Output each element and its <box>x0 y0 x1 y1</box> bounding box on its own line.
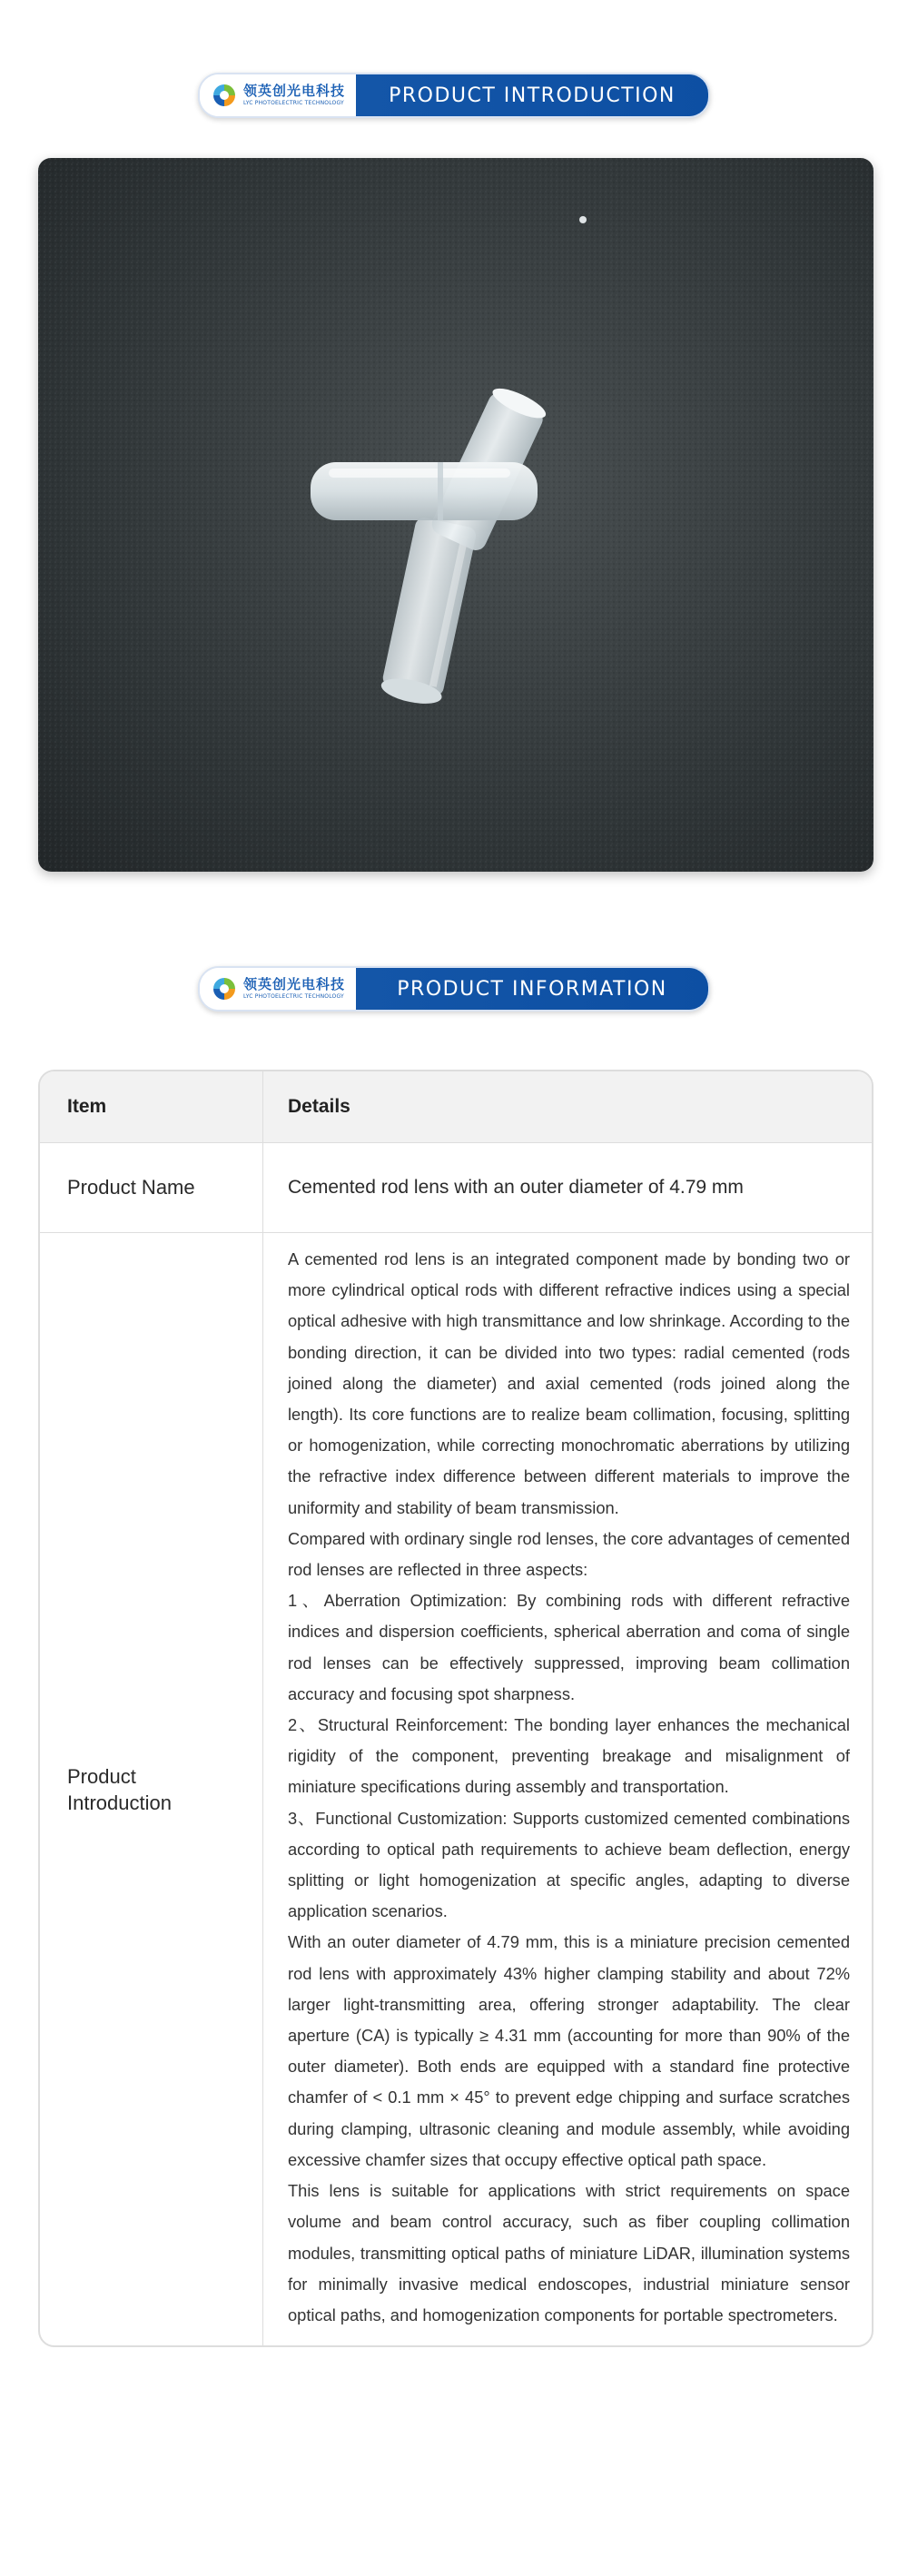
intro-paragraph: Compared with ordinary single rod lenses, the core advantages of cemented rod lenses are reflected in three aspects: <box>288 1528 850 1580</box>
company-logo-icon <box>211 975 238 1002</box>
intro-paragraph: A cemented rod lens is an integrated component made by bonding two or more cylindrical optical rods with different refractive indices using a special optical adhesive with high transmittance and low shrinkage. According to the bonding direction, it can be divided into two types: radial cemented (rods joined along the diameter) and axial cemented (rods joined along the length). Its core functions are to realize beam collimation, focusing, splitting or homogenization, while correcting monochromatic aberrations by utilizing the refractive index difference between different materials to improve the uniformity and stability of beam transmission. <box>288 1249 850 1517</box>
table-header-row <box>40 1071 872 1143</box>
header-item: Item <box>40 1071 263 1142</box>
product-intro-text <box>263 1233 872 2345</box>
company-logo-icon <box>211 82 238 109</box>
intro-paragraph: 2、Structural Reinforcement: The bonding layer enhances the mechanical rigidity of the component, preventing breakage and misalignment of miniature specifications during assembly and transportation. <box>288 1715 850 1797</box>
header-details: Details <box>288 1096 350 1117</box>
product-name-value: Cemented rod lens with an outer diameter of 4.79 mm <box>288 1177 744 1198</box>
product-photo <box>38 158 873 872</box>
brand-name-en: LYC PHOTOELECTRIC TECHNOLOGY <box>243 100 344 106</box>
product-info-table <box>38 1070 873 2347</box>
section-title: PRODUCT INFORMATION <box>356 968 708 1010</box>
brand-name-cn: 领英创光电科技 <box>243 976 346 992</box>
section-header-information <box>198 966 710 1012</box>
product-intro-label <box>40 1233 263 2345</box>
brand-logo <box>200 74 356 116</box>
section-title: PRODUCT INTRODUCTION <box>356 74 708 116</box>
intro-paragraph: This lens is suitable for applications with strict requirements on space volume and beam control accuracy, such as fiber coupling collimation modules, transmitting optical paths of miniature LiDAR, illumination systems for minimally invasive medical endoscopes, industrial miniature sensor optical paths, and homogenization components for portable spectrometers. <box>288 2181 850 2324</box>
product-intro-label-line: Introduction <box>67 1791 172 1814</box>
brand-name-cn: 领英创光电科技 <box>243 83 346 99</box>
table-row <box>40 1233 872 2345</box>
intro-paragraph: With an outer diameter of 4.79 mm, this is a miniature precision cemented rod lens with approximately 43% higher clamping stability and about 72% larger light-transmitting area, offering stronger adaptability. The clear aperture (CA) is typically ≥ 4.31 mm (accounting for more than 90% of the outer diameter). Both ends are equipped with a standard fine protective chamfer of < 0.1 mm × 45° to prevent edge chipping and surface scratches during clamping, ultrasonic cleaning and module assembly, while avoiding excessive chamfer sizes that occupy effective optical path space. <box>288 1932 850 2169</box>
product-name-label: Product Name <box>40 1143 263 1232</box>
brand-logo <box>200 968 356 1010</box>
intro-paragraph: 1、Aberration Optimization: By combining rods with different refractive indices and dispersion coefficients, spherical aberration and coma of single rod lenses can be effectively suppressed, improving beam collimation accuracy and focusing spot sharpness. <box>288 1591 850 1703</box>
section-header-introduction <box>198 73 710 118</box>
brand-name-en: LYC PHOTOELECTRIC TECHNOLOGY <box>243 993 344 1000</box>
product-image <box>38 158 873 872</box>
intro-paragraph: 3、Functional Customization: Supports customized cemented combinations according to optical path requirements to achieve beam deflection, energy splitting or light homogenization at specific angles, adapting to diverse application scenarios. <box>288 1808 850 1921</box>
table-row <box>40 1143 872 1233</box>
product-intro-label-line: Product <box>67 1764 136 1788</box>
